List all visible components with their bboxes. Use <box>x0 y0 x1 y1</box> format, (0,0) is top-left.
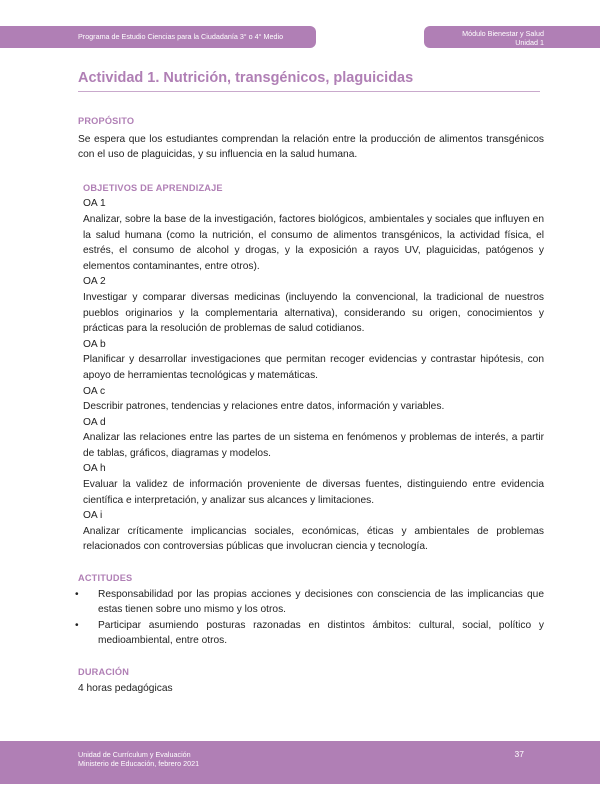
oa-code: OA d <box>83 416 106 428</box>
oa-code: OA i <box>83 510 103 522</box>
oa-code: OA b <box>83 338 106 350</box>
actitud-text: Participar asumiendo posturas razonadas en distintos ámbitos: cultural, social, político y medioambiental, entre otros. <box>98 619 544 647</box>
oa-code: OA 2 <box>83 276 106 288</box>
actitud-text: Responsabilidad por las propias acciones y decisiones con consciencia de las implicancias que estas tienen sobre uno mismo y los otros. <box>98 588 544 616</box>
oa-code: OA h <box>83 463 106 475</box>
activity-title: Actividad 1. Nutrición, transgénicos, plaguicidas <box>78 70 540 92</box>
header-module-title: Módulo Bienestar y Salud <box>462 29 544 38</box>
oa-text: Describir patrones, tendencias y relaciones entre datos, información y variables. <box>83 401 445 413</box>
oa-text: Investigar y comparar diversas medicinas (incluyendo la convencional, la tradicional de nuestros pueblos originarios y la complementaria alternativa), considerando su origen, conocimientos y prácticas para la resolución de problemas de salud cotidianos. <box>83 291 544 335</box>
page-number: 37 <box>514 749 524 759</box>
footer-unit-name: Unidad de Currículum y Evaluación <box>78 750 191 759</box>
oa-text: Analizar, sobre la base de la investigación, factores biológicos, ambientales y sociales que influyen en la salud humana (como la nutrición, el consumo de alimentos transgénicos, la actividad física, el estrés, el consumo de alcohol y drogas, y la exposición a rayos UV, plaguicidas, patógenos y elementos contaminantes, entre otros). <box>83 213 544 272</box>
duracion-text: 4 horas pedagógicas <box>78 682 173 694</box>
objetivos-section <box>78 181 544 555</box>
oa-code: OA 1 <box>83 198 106 210</box>
footer-banner <box>0 741 600 784</box>
duracion-heading: DURACIÓN <box>78 667 130 677</box>
actitudes-heading: ACTITUDES <box>78 573 133 584</box>
objetivos-heading: OBJETIVOS DE APRENDIZAJE <box>83 182 223 193</box>
oa-text: Planificar y desarrollar investigaciones que permitan recoger evidencias y contrastar hipótesis, con apoyo de herramientas tecnológicas y matemáticas. <box>83 354 544 381</box>
proposito-text: Se espera que los estudiantes comprendan la relación entre la producción de alimentos transgénicos con el uso de plaguicidas, y su influencia en la salud humana. <box>78 133 544 161</box>
header-program-banner <box>0 26 316 48</box>
proposito-heading: PROPÓSITO <box>78 116 135 126</box>
list-item <box>75 618 544 649</box>
actitudes-list <box>75 587 544 649</box>
header-module-banner <box>424 26 600 48</box>
bullet-icon: • <box>75 619 79 631</box>
oa-text: Analizar las relaciones entre las partes de un sistema en fenómenos y problemas de interés, a partir de tablas, gráficos, diagramas y modelos. <box>83 432 544 459</box>
header-unit-title: Unidad 1 <box>515 38 544 47</box>
header-program-title: Programa de Estudio Ciencias para la Ciudadanía 3° o 4° Medio <box>78 32 284 41</box>
oa-text: Analizar críticamente implicancias sociales, económicas, éticas y ambientales de problemas relacionados con controversias públicas que involucran ciencia y tecnología. <box>83 525 544 553</box>
activity-content <box>75 114 544 696</box>
list-item <box>75 587 544 618</box>
oa-text: Evaluar la validez de información proveniente de diversas fuentes, distinguiendo entre evidencia científica e interpretación, y analizar sus alcances y limitaciones. <box>83 479 544 506</box>
oa-code: OA c <box>83 385 106 397</box>
bullet-icon: • <box>75 588 79 600</box>
footer-ministry-date: Ministerio de Educación, febrero 2021 <box>78 759 200 768</box>
